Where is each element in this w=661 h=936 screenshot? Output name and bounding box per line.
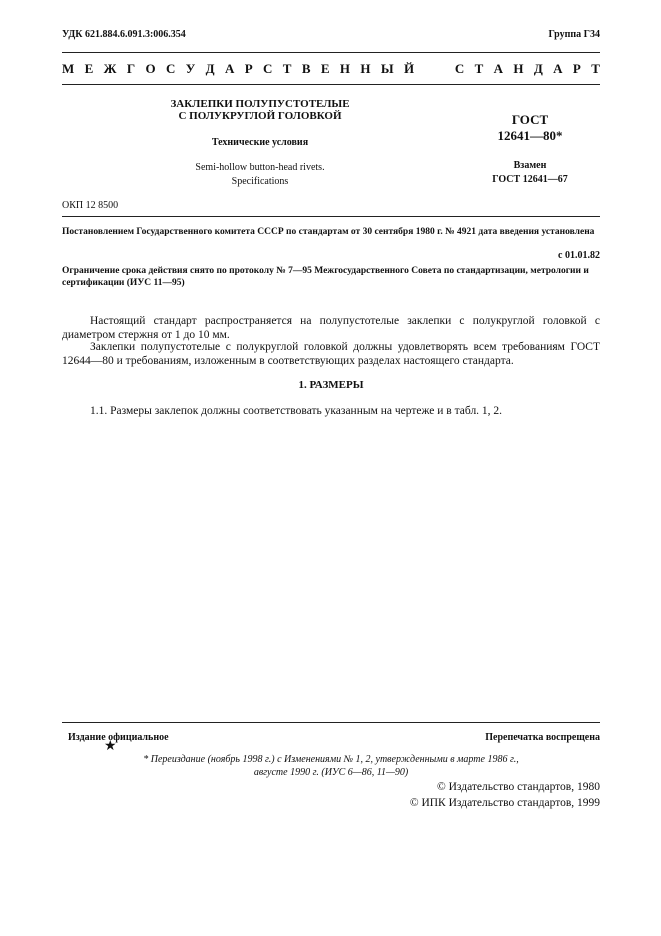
banner-letter: Н (339, 61, 351, 76)
banner-letter: Т (591, 61, 600, 76)
official-edition-label: Издание официальное (68, 732, 169, 743)
decree-text: Постановлением Государственного комитета СССР по стандартам от 30 сентября 1980 г. № 4921 дата введения установлена (62, 227, 595, 237)
banner-letter: В (301, 61, 311, 76)
banner-letter: М (62, 61, 75, 76)
document-title-line1: ЗАКЛЕПКИ ПОЛУПУСТОТЕЛЫЕ (170, 98, 350, 110)
banner-letter: Д (533, 61, 543, 76)
banner-letter: О (145, 61, 156, 76)
banner-letter: С (166, 61, 176, 76)
document-subtitle: Технические условия (211, 137, 309, 148)
replaces-label: Взамен (513, 160, 547, 171)
banner-letter: Д (205, 61, 215, 76)
footer-rule (62, 722, 600, 723)
copyright-line: © ИПК Издательство стандартов, 1999 (409, 797, 600, 809)
okp-rule (62, 216, 600, 217)
banner-letter: Г (126, 61, 136, 76)
udk-code: УДК 621.884.6.091.3:006.354 (62, 29, 186, 40)
banner-letter: Р (244, 61, 253, 76)
okp-code: ОКП 12 8500 (62, 200, 119, 211)
star-icon: ★ (104, 739, 117, 754)
replaced-standard: ГОСТ 12641—67 (492, 174, 568, 185)
body-paragraph: Заклепки полупустотелые с полукруглой головкой должны удовлетворять всем требованиям ГОСТ 12644—80 и требованиям, изложенным в соответствующих разделах настоящего стандарта. (62, 341, 600, 367)
footnote-line: * Переиздание (ноябрь 1998 г.) с Изменениями № 1, 2, утвержденными в марте 1986 г., (143, 754, 519, 765)
group-code: Группа Г34 (548, 29, 600, 40)
english-title-line2: Specifications (231, 176, 289, 187)
reissue-footnote (62, 753, 600, 779)
limitation-text: Ограничение срока действия снято по протоколу № 7—95 Межгосударственного Совета по стандартизации, метрологии и сертификации (ИУС 11—95) (62, 266, 589, 288)
banner-letter: Й (403, 61, 415, 76)
banner-letter: У (185, 61, 196, 76)
section-heading: 1. РАЗМЕРЫ (298, 379, 364, 391)
english-title-line1: Semi-hollow button-head rivets. (195, 162, 325, 173)
banner-letter: Е (320, 61, 330, 76)
banner-letter: Ж (103, 61, 117, 76)
banner-letter: С (454, 61, 465, 76)
banner-letter: Е (84, 61, 94, 76)
banner-letter: Н (360, 61, 371, 76)
document-title-line2: С ПОЛУКРУГЛОЙ ГОЛОВКОЙ (178, 110, 342, 122)
banner-letter: Ы (380, 61, 394, 76)
footnote-line: августе 1990 г. (ИУС 6—86, 11—90) (253, 767, 409, 778)
banner-letter: Т (282, 61, 292, 76)
copyright-line: © Издательство стандартов, 1980 (436, 781, 600, 793)
banner-rule (62, 84, 600, 85)
top-rule (62, 52, 600, 53)
body-paragraph: 1.1. Размеры заклепок должны соответствовать указанным на чертеже и в табл. 1, 2. (90, 405, 503, 417)
banner-letter: Т (474, 61, 484, 76)
effective-date: с 01.01.82 (558, 250, 600, 261)
gost-number: 12641—80* (497, 128, 563, 143)
banner-letter: Н (513, 61, 524, 76)
banner-letter: А (493, 61, 503, 76)
standard-banner (62, 61, 600, 77)
banner-letter: А (553, 61, 563, 76)
gost-label: ГОСТ (511, 112, 549, 127)
reprint-prohibited-label: Перепечатка воспрещена (485, 732, 600, 743)
banner-word-gap (424, 61, 444, 77)
body-paragraph: Настоящий стандарт распространяется на полупустотелые заклепки с полукруглой головкой с диаметром стержня от 1 до 10 мм. (62, 315, 600, 341)
banner-letter: С (263, 61, 273, 76)
banner-letter: А (224, 61, 235, 76)
banner-letter: Р (572, 61, 581, 76)
